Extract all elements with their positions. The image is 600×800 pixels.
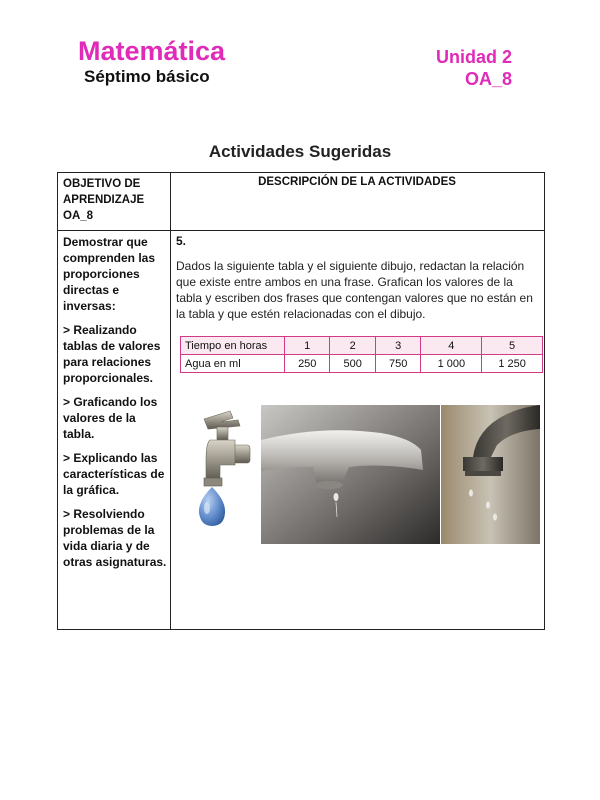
dripping-faucet-illustration (190, 405, 255, 530)
section-title: Actividades Sugeridas (208, 142, 392, 161)
faucet-drop-photo (261, 405, 440, 544)
table-cell: 1 250 (482, 355, 543, 373)
table-cell: 250 (285, 355, 330, 373)
table-cell: 5 (482, 337, 543, 355)
grade-label: Séptimo básico (84, 67, 210, 86)
objective-paragraph: > Resolviendo problemas de la vida diaria y de otras asignaturas. (63, 507, 167, 569)
objective-header-line: OBJETIVO DE (63, 178, 141, 190)
table-row (181, 337, 543, 355)
objective-header-line: APRENDIZAJE (63, 194, 145, 206)
oa-label: OA_8 (464, 69, 512, 89)
unit-label: Unidad 2 (435, 47, 512, 67)
table-cell: 3 (375, 337, 420, 355)
table-column-divider (170, 172, 171, 630)
objective-paragraph: > Realizando tablas de valores para relaciones proporcionales. (63, 323, 161, 385)
table-cell: 2 (330, 337, 375, 355)
row-label: Agua en ml (181, 355, 285, 373)
row-label: Tiempo en horas (181, 337, 285, 355)
objective-header-line: OA_8 (63, 210, 94, 222)
header-right (436, 46, 512, 90)
objective-text (63, 234, 167, 578)
table-cell: 1 (285, 337, 330, 355)
header-left (78, 36, 225, 88)
data-table (180, 336, 543, 373)
rusty-faucet-photo (441, 405, 540, 544)
table-cell: 4 (421, 337, 482, 355)
objective-paragraph: Demostrar que comprenden las proporciones directas e inversas: (63, 235, 156, 313)
table-cell: 750 (375, 355, 420, 373)
table-cell: 500 (330, 355, 375, 373)
objective-paragraph: > Graficando los valores de la tabla. (63, 395, 158, 441)
objective-paragraph: > Explicando las características de la gráfica. (63, 451, 165, 497)
table-cell: 1 000 (421, 355, 482, 373)
description-header: DESCRIPCIÓN DE LA ACTIVIDADES (258, 176, 456, 188)
table-row (181, 355, 543, 373)
table-header-divider (57, 230, 545, 231)
activity-description: Dados la siguiente tabla y el siguiente dibujo, redactan la relación que existe entre ambos en una frase. Grafican los valores de la tabla y escriben dos frases que contengan valores que no están en la tabla y que estén relacionadas con el dibujo. (176, 259, 533, 321)
subject-title: Matemática (78, 36, 226, 66)
objective-header (63, 176, 167, 224)
activity-number: 5. (176, 234, 187, 248)
